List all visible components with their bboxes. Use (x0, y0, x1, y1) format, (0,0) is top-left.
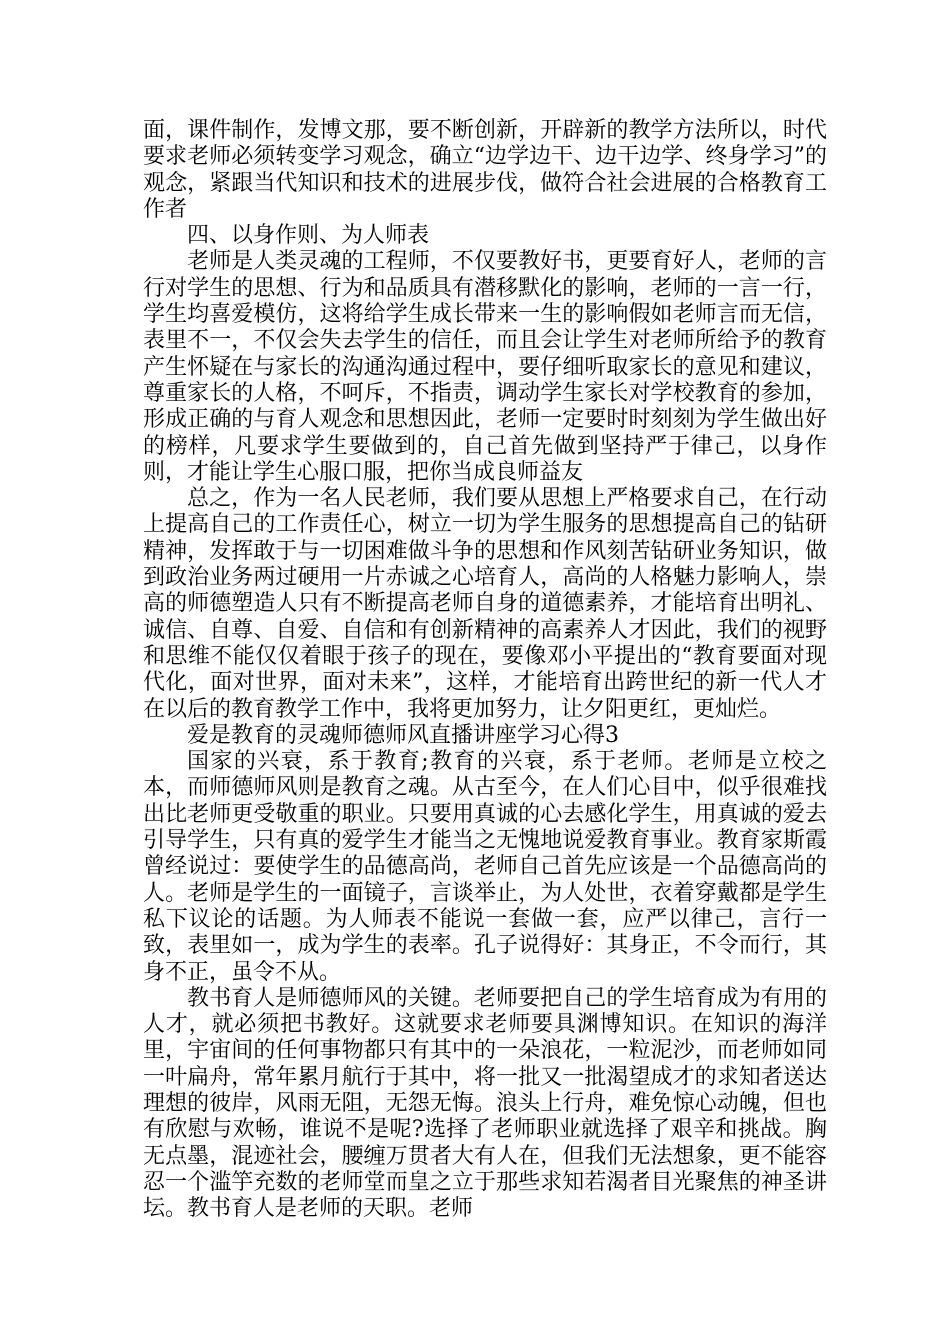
paragraph-nation-education: 国家的兴衰，系于教育;教育的兴衰，系于老师。老师是立校之本，而师德师风则是教育之魂。从古至今，在人们心目中，似乎很难找出比老师更受敬重的职业。只要用真诚的心去感化学生，用真诚的爱去引导学生，只有真的爱学生才能当之无愧地说爱教育事业。教育家斯霞曾经说过：要使学生的品德高尚，老师自己首先应该是一个品德高尚的人。老师是学生的一面镜子，言谈举止，为人处世，衣着穿戴都是学生私下议论的话题。为人师表不能说一套做一套，应严以律己，言行一致，表里如一，成为学生的表率。孔子说得好：其身正，不令而行，其身不正，虽令不从。 (143, 749, 827, 985)
paragraph-teacher-role: 老师是人类灵魂的工程师，不仅要教好书，更要育好人，老师的言行对学生的思想、行为和品质具有潜移默化的影响，老师的一言一行，学生均喜爱模仿，这将给学生成长带来一生的影响假如老师言而无信，表里不一，不仅会失去学生的信任，而且会让学生对老师所给予的教育产生怀疑在与家长的沟通沟通过程中，要仔细听取家长的意见和建议，尊重家长的人格，不呵斥，不指责，调动学生家长对学校教育的参加，形成正确的与育人观念和思想因此，老师一定要时时刻刻为学生做出好的榜样，凡要求学生要做到的，自己首先做到坚持严于律己，以身作则，才能让学生心服口服，把你当成良师益友 (143, 249, 827, 485)
paragraph-teaching-key: 教书育人是师德师风的关键。老师要把自己的学生培育成为有用的人才，就必须把书教好。这就要求老师要具渊博知识。在知识的海洋里，宇宙间的任何事物都只有其中的一朵浪花，一粒泥沙，而老师如同一叶扁舟，常年累月航行于其中，将一批又一批渴望成才的求知者送达理想的彼岸，风雨无阻，无怨无悔。浪头上行舟，难免惊心动魄，但也有欣慰与欢畅，谁说不是呢?选择了老师职业就选择了艰辛和挑战。胸无点墨，混迹社会，腰缠万贯者大有人在，但我们无法想象，更不能容忍一个滥竽充数的老师堂而皇之立于那些求知若渴者目光聚焦的神圣讲坛。教书育人是老师的天职。老师 (143, 985, 827, 1222)
document-page (143, 118, 827, 1222)
article-title: 爱是教育的灵魂师德师风直播讲座学习心得3 (187, 722, 619, 748)
section-heading-lead-by-example: 四、以身作则、为人师表 (187, 223, 430, 249)
paragraph-summary: 总之，作为一名人民老师，我们要从思想上严格要求自己，在行动上提高自己的工作责任心，树立一切为学生服务的思想提高自己的钻研精神，发挥敢于与一切困难做斗争的思想和作风刻苦钻研业务知识，做到政治业务两过硬用一片赤诚之心培育人，高尚的人格魅力影响人，崇高的师德塑造人只有不断提高老师自身的道德素养，才能培育出明礼、诚信、自尊、自爱、自信和有创新精神的高素养人才因此，我们的视野和思维不能仅仅着眼于孩子的现在，要像邓小平提出的“教育要面对现代化，面对世界，面对未来”，这样，才能培育出跨世纪的新一代人才在以后的教育教学工作中，我将更加努力，让夕阳更红，更灿烂。 (143, 486, 827, 722)
paragraph-continuation: 面，课件制作，发博文那，要不断创新，开辟新的教学方法所以，时代要求老师必须转变学习观念，确立“边学边干、边干边学、终身学习”的观念，紧跟当代知识和技术的进展步伐，做符合社会进展的合格教育工作者 (143, 118, 827, 222)
